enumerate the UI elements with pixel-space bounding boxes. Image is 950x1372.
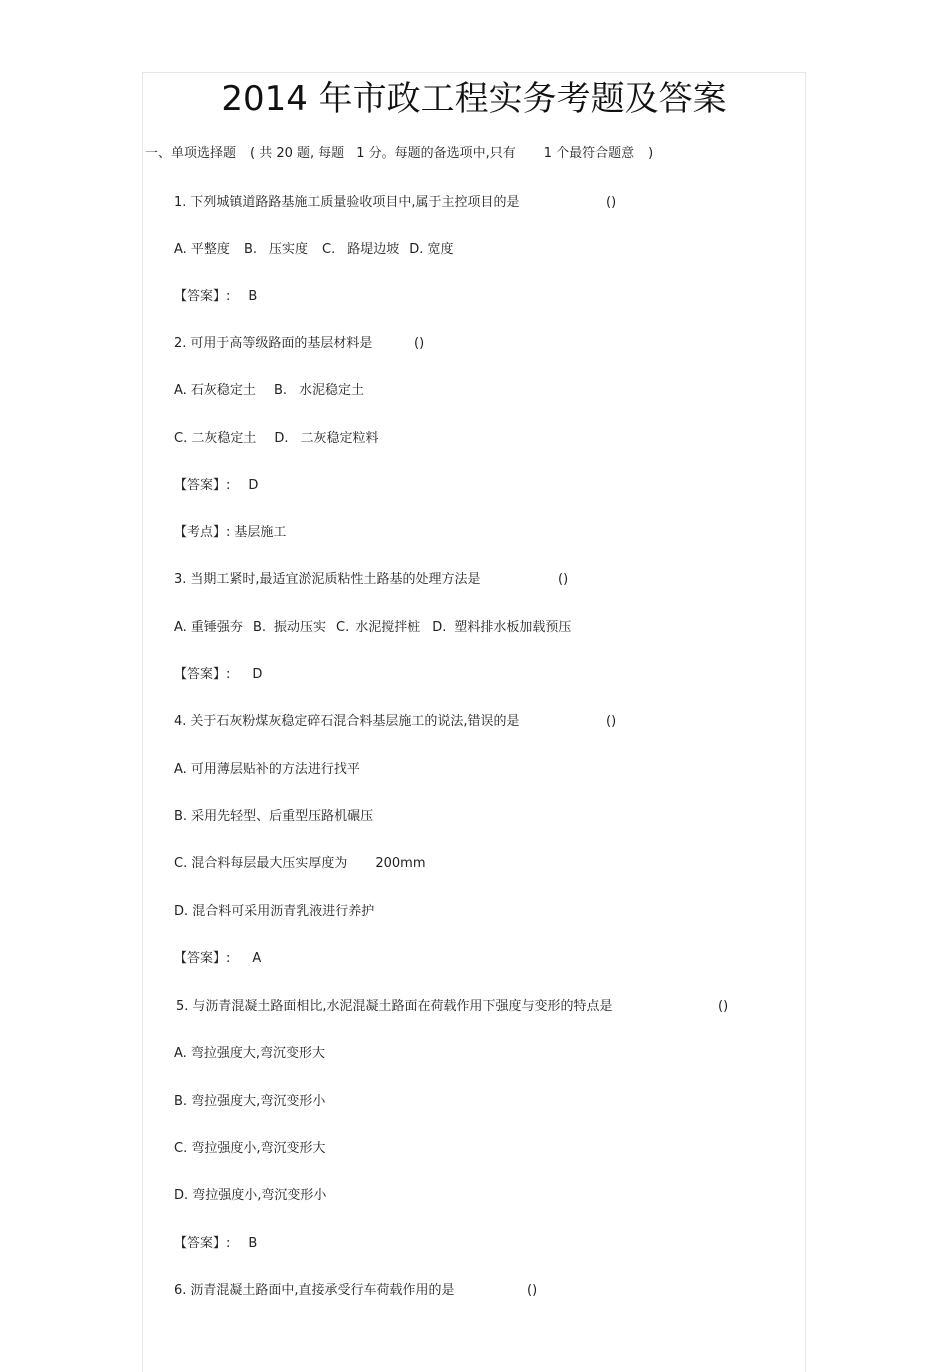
option-c-text: 水泥搅拌桩 bbox=[355, 620, 421, 635]
question-3-stem bbox=[174, 571, 481, 589]
question-text: 关于石灰粉煤灰稳定碎石混合料基层施工的说法,错误的是 bbox=[190, 714, 520, 729]
option-c-value: 200mm bbox=[375, 856, 426, 871]
question-6-bracket: () bbox=[527, 1283, 538, 1298]
option-c-letter: C. bbox=[336, 620, 350, 635]
question-5-bracket: () bbox=[718, 999, 729, 1014]
question-5-stem bbox=[176, 998, 613, 1016]
question-4-option-c bbox=[174, 855, 425, 873]
option-b-text: 振动压实 bbox=[274, 620, 327, 635]
section-header bbox=[145, 145, 653, 163]
question-text: 沥青混凝土路面中,直接承受行车荷载作用的是 bbox=[190, 1283, 455, 1298]
question-number: 2. bbox=[174, 336, 187, 351]
question-2-stem bbox=[174, 335, 372, 353]
point-value: 基层施工 bbox=[234, 525, 287, 540]
answer-value: D bbox=[248, 478, 259, 493]
option-a: A. 重锤强夯 bbox=[174, 620, 243, 635]
answer-label: 【答案】: bbox=[174, 289, 231, 304]
option-b-letter: B. bbox=[243, 242, 257, 257]
question-6-stem bbox=[174, 1282, 455, 1300]
option-d: D. 宽度 bbox=[409, 242, 454, 257]
answer-label: 【答案】: bbox=[174, 478, 231, 493]
question-number: 5. bbox=[176, 999, 189, 1014]
question-1-answer bbox=[174, 288, 257, 306]
question-1-options bbox=[174, 241, 454, 259]
question-2-answer bbox=[174, 477, 258, 495]
option-b-text: 压实度 bbox=[269, 242, 309, 257]
question-4-stem bbox=[174, 713, 520, 731]
answer-label: 【答案】: bbox=[174, 951, 231, 966]
answer-value: B bbox=[248, 1236, 258, 1251]
question-number: 4. bbox=[174, 714, 187, 729]
answer-value: A bbox=[252, 951, 262, 966]
section-label: 一、单项选择题 bbox=[145, 146, 237, 161]
option-d-text: 塑料排水板加载预压 bbox=[454, 620, 572, 635]
document-title: 2014 年市政工程实务考题及答案 bbox=[221, 79, 727, 119]
question-2-bracket: () bbox=[414, 336, 425, 351]
section-note-e: ) bbox=[648, 146, 654, 161]
answer-label: 【答案】: bbox=[174, 1236, 231, 1251]
question-text: 当期工紧时,最适宜淤泥质粘性土路基的处理方法是 bbox=[190, 572, 481, 587]
question-3-answer bbox=[174, 666, 262, 684]
question-3-options bbox=[174, 619, 571, 637]
option-a: A. 石灰稳定土 bbox=[174, 383, 256, 398]
option-b-text: 水泥稳定土 bbox=[299, 383, 365, 398]
question-text: 下列城镇道路路基施工质量验收项目中,属于主控项目的是 bbox=[190, 195, 520, 210]
option-c: C. 二灰稳定土 bbox=[174, 431, 257, 446]
question-1-bracket: () bbox=[606, 195, 617, 210]
question-number: 3. bbox=[174, 572, 187, 587]
question-2-options-row2 bbox=[174, 430, 379, 448]
question-4-option-b: B. 采用先轻型、后重型压路机碾压 bbox=[174, 809, 374, 824]
option-d-text: 二灰稳定粒料 bbox=[300, 431, 379, 446]
question-5-option-b: B. 弯拉强度大,弯沉变形小 bbox=[174, 1094, 326, 1109]
option-c-letter: C. bbox=[322, 242, 336, 257]
question-number: 1. bbox=[174, 195, 187, 210]
answer-value: D bbox=[252, 667, 263, 682]
section-note-d: 1 个最符合题意 bbox=[543, 146, 635, 161]
question-2-options-row1 bbox=[174, 382, 364, 400]
option-d-letter: D. bbox=[432, 620, 447, 635]
answer-label: 【答案】: bbox=[174, 667, 231, 682]
option-a: A. 平整度 bbox=[174, 242, 230, 257]
question-text: 可用于高等级路面的基层材料是 bbox=[190, 336, 373, 351]
question-4-option-a: A. 可用薄层贴补的方法进行找平 bbox=[174, 762, 360, 777]
option-d-letter: D. bbox=[274, 431, 289, 446]
option-c-text: 路堤边坡 bbox=[347, 242, 400, 257]
question-3-bracket: () bbox=[558, 572, 569, 587]
question-5-option-a: A. 弯拉强度大,弯沉变形大 bbox=[174, 1046, 326, 1061]
question-5-answer bbox=[174, 1235, 257, 1253]
question-5-option-c: C. 弯拉强度小,弯沉变形大 bbox=[174, 1141, 326, 1156]
question-text: 与沥青混凝土路面相比,水泥混凝土路面在荷载作用下强度与变形的特点是 bbox=[192, 999, 613, 1014]
question-2-point bbox=[174, 524, 286, 542]
question-5-option-d: D. 弯拉强度小,弯沉变形小 bbox=[174, 1188, 327, 1203]
question-number: 6. bbox=[174, 1283, 187, 1298]
question-1-stem bbox=[174, 194, 520, 212]
option-c-text: C. 混合料每层最大压实厚度为 bbox=[174, 856, 348, 871]
section-note-c: 1 分。每题的备选项中,只有 bbox=[356, 146, 516, 161]
section-note-b: 每题 bbox=[318, 146, 345, 161]
answer-value: B bbox=[248, 289, 258, 304]
question-4-answer bbox=[174, 950, 261, 968]
point-label: 【考点】: bbox=[174, 525, 231, 540]
section-note-a: ( 共 20 题, bbox=[250, 146, 315, 161]
option-b-letter: B. bbox=[273, 383, 287, 398]
option-b-letter: B. bbox=[252, 620, 266, 635]
question-4-bracket: () bbox=[606, 714, 617, 729]
question-4-option-d: D. 混合料可采用沥青乳液进行养护 bbox=[174, 904, 375, 919]
